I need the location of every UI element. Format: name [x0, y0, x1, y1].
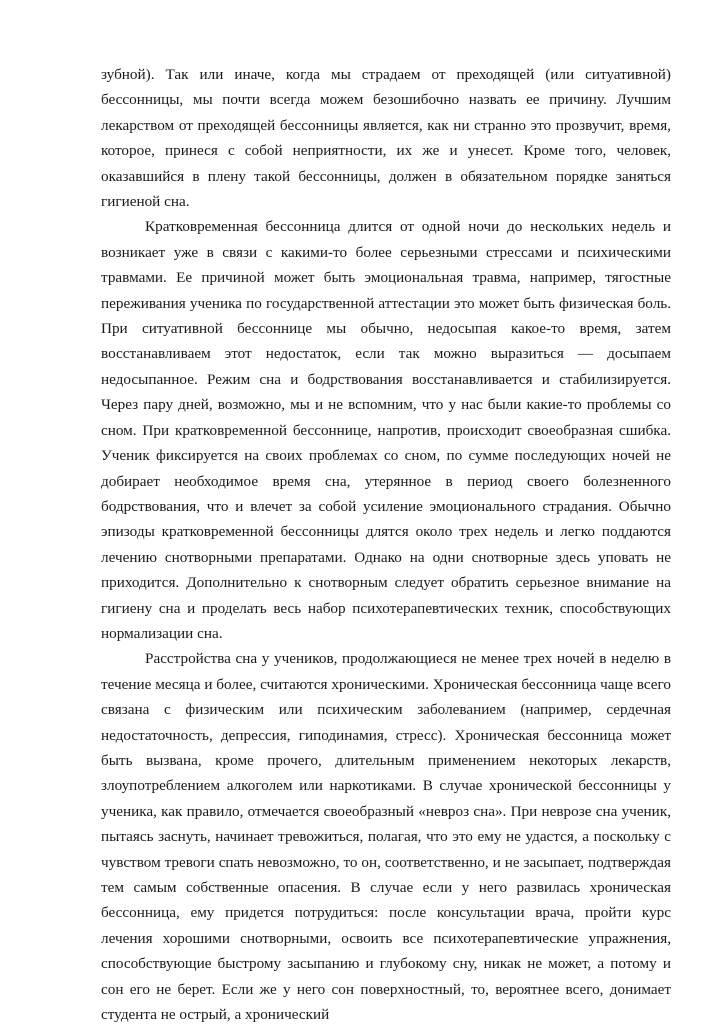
paragraph-chronic-insomnia: Расстройства сна у учеников, продолжающиеся не менее трех ночей в неделю в течение месяца и более, считаются хроническими. Хроническая бессонница чаще всего связана с физическим или психическим заболеванием (например, сердечная недостаточность, депрессия, гиподинамия, стресс). Хроническая бессонница может быть вызвана, кроме прочего, длительным применением некоторых лекарств, злоупотреблением алкоголем или наркотиками. В случае хронической бессонницы у ученика, как правило, отмечается своеобразный «невроз сна». При неврозе сна ученик, пытаясь заснуть, начинает тревожиться, полагая, что это ему не удастся, а поскольку с чувством тревоги спать невозможно, то он, соответственно, и не засыпает, подтверждая тем самым собственные опасения. В случае если у него развилась хроническая бессонница, ему придется потрудиться: после консультации врача, пройти курс лечения хорошими снотворными, освоить все психотерапевтические упражнения, способствующие быстрому засыпанию и глубокому сну, никак не может, а потому и сон его не берет. Если же у него сон поверхностный, то, вероятнее всего, донимает студента не острый, а хронический — [101, 650, 671, 1024]
paragraph-continuation: зубной). Так или иначе, когда мы страдаем от преходящей (или ситуативной) бессонницы, мы почти всегда можем безошибочно назвать ее причину. Лучшим лекарством от преходящей бессонницы является, как ни странно это прозвучит, время, которое, принеся с собой неприятности, их же и унесет. Кроме того, человек, оказавшийся в плену такой бессонницы, должен в обязательном порядке заняться гигиеной сна. — [101, 66, 671, 211]
body-text — [101, 62, 671, 1027]
paragraph-short-term-insomnia: Кратковременная бессонница длится от одной ночи до нескольких недель и возникает уже в связи с какими-то более серьезными стрессами и психическими травмами. Ее причиной может быть эмоциональная травма, например, тягостные переживания ученика по государственной аттестации это может быть физическая боль. При ситуативной бессоннице мы обычно, недосыпая какое-то время, затем восстанавливаем этот недостаток, если так можно выразиться — досыпаем недосыпанное. Режим сна и бодрствования восстанавливается и стабилизируется. Через пару дней, возможно, мы и не вспомним, что у нас были какие-то проблемы со сном. При кратковременной бессоннице, напротив, происходит своеобразная сшибка. Ученик фиксируется на своих проблемах со сном, по сумме последующих ночей не добирает необходимое время сна, утерянное в период своего болезненного бодрствования, что и влечет за собой усиление эмоционального страдания. Обычно эпизоды кратковременной бессонницы длятся около трех недель и легко поддаются лечению снотворными препаратами. Однако на одни снотворные здесь уповать не приходится. Дополнительно к снотворным следует обратить серьезное внимание на гигиену сна и проделать весь набор психотерапевтических техник, способствующих нормализации сна. — [101, 218, 671, 642]
